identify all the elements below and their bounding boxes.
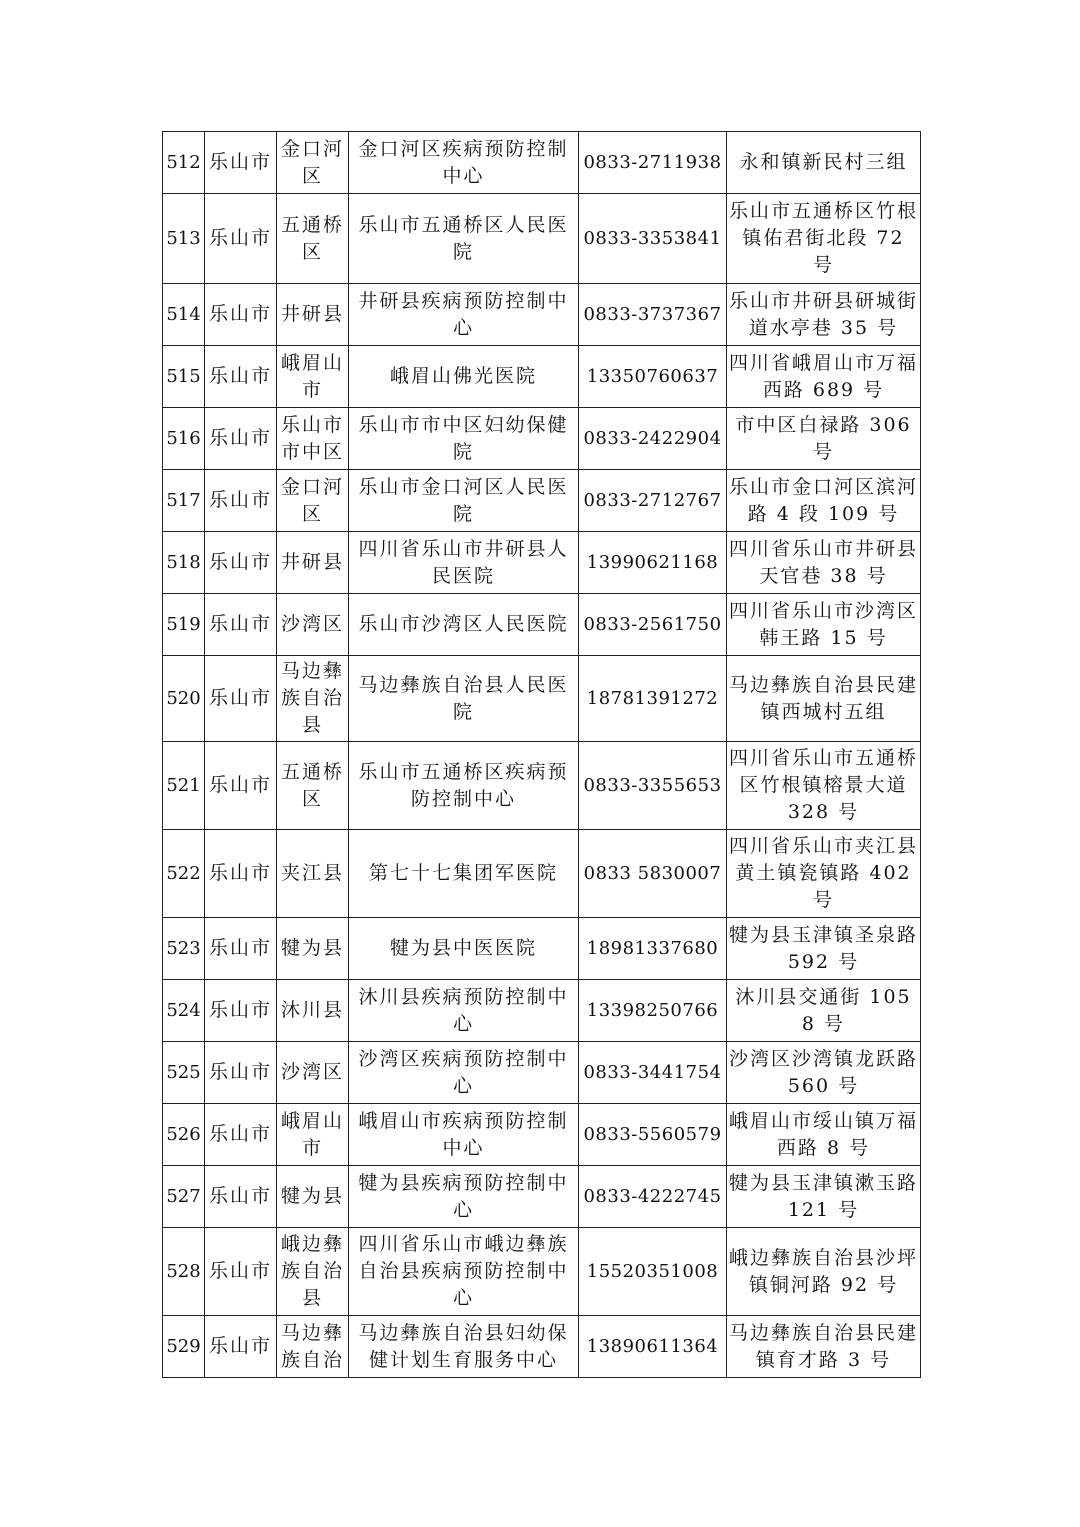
cell-phone: 0833-3355653 — [579, 742, 727, 830]
cell-address: 乐山市金口河区滨河路 4 段 109 号 — [727, 470, 921, 532]
cell-institution: 井研县疾病预防控制中心 — [349, 284, 579, 346]
table-row — [163, 1228, 921, 1316]
cell-district: 犍为县 — [277, 1166, 349, 1228]
cell-institution: 乐山市市中区妇幼保健院 — [349, 408, 579, 470]
cell-phone: 15520351008 — [579, 1228, 727, 1316]
cell-number: 519 — [163, 594, 205, 656]
table-row — [163, 656, 921, 742]
cell-phone: 13890611364 — [579, 1316, 727, 1378]
cell-number: 518 — [163, 532, 205, 594]
cell-number: 521 — [163, 742, 205, 830]
cell-city: 乐山市 — [205, 1104, 277, 1166]
cell-district: 夹江县 — [277, 830, 349, 918]
cell-city: 乐山市 — [205, 194, 277, 284]
cell-address: 四川省乐山市夹江县黄土镇瓷镇路 402 号 — [727, 830, 921, 918]
cell-city: 乐山市 — [205, 594, 277, 656]
table-row — [163, 980, 921, 1042]
cell-address: 四川省乐山市沙湾区韩王路 15 号 — [727, 594, 921, 656]
cell-city: 乐山市 — [205, 980, 277, 1042]
cell-city: 乐山市 — [205, 1228, 277, 1316]
table-row — [163, 408, 921, 470]
cell-city: 乐山市 — [205, 408, 277, 470]
cell-district: 峨眉山市 — [277, 346, 349, 408]
cell-number: 514 — [163, 284, 205, 346]
cell-address: 犍为县玉津镇圣泉路 592 号 — [727, 918, 921, 980]
cell-institution: 犍为县疾病预防控制中心 — [349, 1166, 579, 1228]
table-row — [163, 918, 921, 980]
cell-institution: 马边彝族自治县人民医院 — [349, 656, 579, 742]
cell-address: 乐山市五通桥区竹根镇佑君街北段 72 号 — [727, 194, 921, 284]
cell-phone: 0833-2422904 — [579, 408, 727, 470]
table-row — [163, 284, 921, 346]
cell-number: 529 — [163, 1316, 205, 1378]
cell-number: 517 — [163, 470, 205, 532]
table-row — [163, 470, 921, 532]
table-row — [163, 742, 921, 830]
table-row — [163, 594, 921, 656]
cell-district: 井研县 — [277, 532, 349, 594]
cell-phone: 0833-3353841 — [579, 194, 727, 284]
cell-address: 四川省乐山市井研县天官巷 38 号 — [727, 532, 921, 594]
cell-address: 马边彝族自治县民建镇西城村五组 — [727, 656, 921, 742]
cell-district: 峨眉山市 — [277, 1104, 349, 1166]
cell-institution: 金口河区疾病预防控制中心 — [349, 132, 579, 194]
table-row — [163, 346, 921, 408]
cell-institution: 四川省乐山市峨边彝族自治县疾病预防控制中心 — [349, 1228, 579, 1316]
cell-district: 峨边彝族自治县 — [277, 1228, 349, 1316]
table-row — [163, 1104, 921, 1166]
cell-phone: 0833-2561750 — [579, 594, 727, 656]
cell-phone: 0833-2711938 — [579, 132, 727, 194]
cell-number: 516 — [163, 408, 205, 470]
cell-phone: 13990621168 — [579, 532, 727, 594]
cell-district: 金口河区 — [277, 132, 349, 194]
cell-district: 马边彝族自治县 — [277, 656, 349, 742]
cell-institution: 马边彝族自治县妇幼保健计划生育服务中心 — [349, 1316, 579, 1378]
cell-phone: 0833-5560579 — [579, 1104, 727, 1166]
cell-address: 马边彝族自治县民建镇育才路 3 号 — [727, 1316, 921, 1378]
cell-number: 522 — [163, 830, 205, 918]
cell-institution: 乐山市金口河区人民医院 — [349, 470, 579, 532]
cell-institution: 犍为县中医医院 — [349, 918, 579, 980]
cell-phone: 18981337680 — [579, 918, 727, 980]
cell-district: 金口河区 — [277, 470, 349, 532]
cell-district: 五通桥区 — [277, 194, 349, 284]
cell-institution: 乐山市沙湾区人民医院 — [349, 594, 579, 656]
cell-city: 乐山市 — [205, 532, 277, 594]
cell-address: 市中区白禄路 306 号 — [727, 408, 921, 470]
table-row — [163, 132, 921, 194]
table-row — [163, 1166, 921, 1228]
cell-city: 乐山市 — [205, 742, 277, 830]
cell-district: 五通桥区 — [277, 742, 349, 830]
cell-district: 犍为县 — [277, 918, 349, 980]
cell-district: 沐川县 — [277, 980, 349, 1042]
cell-district: 井研县 — [277, 284, 349, 346]
cell-number: 524 — [163, 980, 205, 1042]
cell-district: 沙湾区 — [277, 594, 349, 656]
cell-city: 乐山市 — [205, 1316, 277, 1378]
cell-number: 525 — [163, 1042, 205, 1104]
cell-institution: 峨眉山市疾病预防控制中心 — [349, 1104, 579, 1166]
cell-institution: 沐川县疾病预防控制中心 — [349, 980, 579, 1042]
cell-district: 沙湾区 — [277, 1042, 349, 1104]
cell-number: 523 — [163, 918, 205, 980]
cell-phone: 0833-4222745 — [579, 1166, 727, 1228]
table-row — [163, 830, 921, 918]
cell-address: 峨边彝族自治县沙坪镇铜河路 92 号 — [727, 1228, 921, 1316]
institution-table — [162, 131, 921, 1378]
cell-institution: 峨眉山佛光医院 — [349, 346, 579, 408]
cell-city: 乐山市 — [205, 918, 277, 980]
cell-city: 乐山市 — [205, 1042, 277, 1104]
cell-city: 乐山市 — [205, 346, 277, 408]
cell-address: 四川省峨眉山市万福西路 689 号 — [727, 346, 921, 408]
table-row — [163, 1316, 921, 1378]
cell-institution: 第七十七集团军医院 — [349, 830, 579, 918]
cell-address: 峨眉山市绥山镇万福西路 8 号 — [727, 1104, 921, 1166]
cell-number: 528 — [163, 1228, 205, 1316]
cell-number: 527 — [163, 1166, 205, 1228]
table-row — [163, 532, 921, 594]
cell-phone: 0833 5830007 — [579, 830, 727, 918]
cell-phone: 13350760637 — [579, 346, 727, 408]
cell-phone: 0833-3737367 — [579, 284, 727, 346]
cell-district: 马边彝族自治 — [277, 1316, 349, 1378]
table-row — [163, 1042, 921, 1104]
cell-phone: 18781391272 — [579, 656, 727, 742]
cell-address: 犍为县玉津镇漱玉路 121 号 — [727, 1166, 921, 1228]
cell-number: 515 — [163, 346, 205, 408]
cell-institution: 四川省乐山市井研县人民医院 — [349, 532, 579, 594]
table-body — [163, 132, 921, 1378]
cell-city: 乐山市 — [205, 284, 277, 346]
cell-city: 乐山市 — [205, 470, 277, 532]
cell-city: 乐山市 — [205, 656, 277, 742]
cell-phone: 13398250766 — [579, 980, 727, 1042]
cell-district: 乐山市市中区 — [277, 408, 349, 470]
cell-institution: 乐山市五通桥区人民医院 — [349, 194, 579, 284]
cell-number: 513 — [163, 194, 205, 284]
cell-city: 乐山市 — [205, 1166, 277, 1228]
cell-number: 512 — [163, 132, 205, 194]
table-row — [163, 194, 921, 284]
cell-phone: 0833-2712767 — [579, 470, 727, 532]
cell-phone: 0833-3441754 — [579, 1042, 727, 1104]
cell-address: 四川省乐山市五通桥区竹根镇榕景大道 328 号 — [727, 742, 921, 830]
cell-city: 乐山市 — [205, 830, 277, 918]
cell-institution: 乐山市五通桥区疾病预防控制中心 — [349, 742, 579, 830]
cell-address: 沙湾区沙湾镇龙跃路 560 号 — [727, 1042, 921, 1104]
cell-address: 乐山市井研县研城街道水亭巷 35 号 — [727, 284, 921, 346]
cell-address: 永和镇新民村三组 — [727, 132, 921, 194]
cell-number: 526 — [163, 1104, 205, 1166]
cell-institution: 沙湾区疾病预防控制中心 — [349, 1042, 579, 1104]
cell-address: 沐川县交通街 1058 号 — [727, 980, 921, 1042]
cell-number: 520 — [163, 656, 205, 742]
cell-city: 乐山市 — [205, 132, 277, 194]
